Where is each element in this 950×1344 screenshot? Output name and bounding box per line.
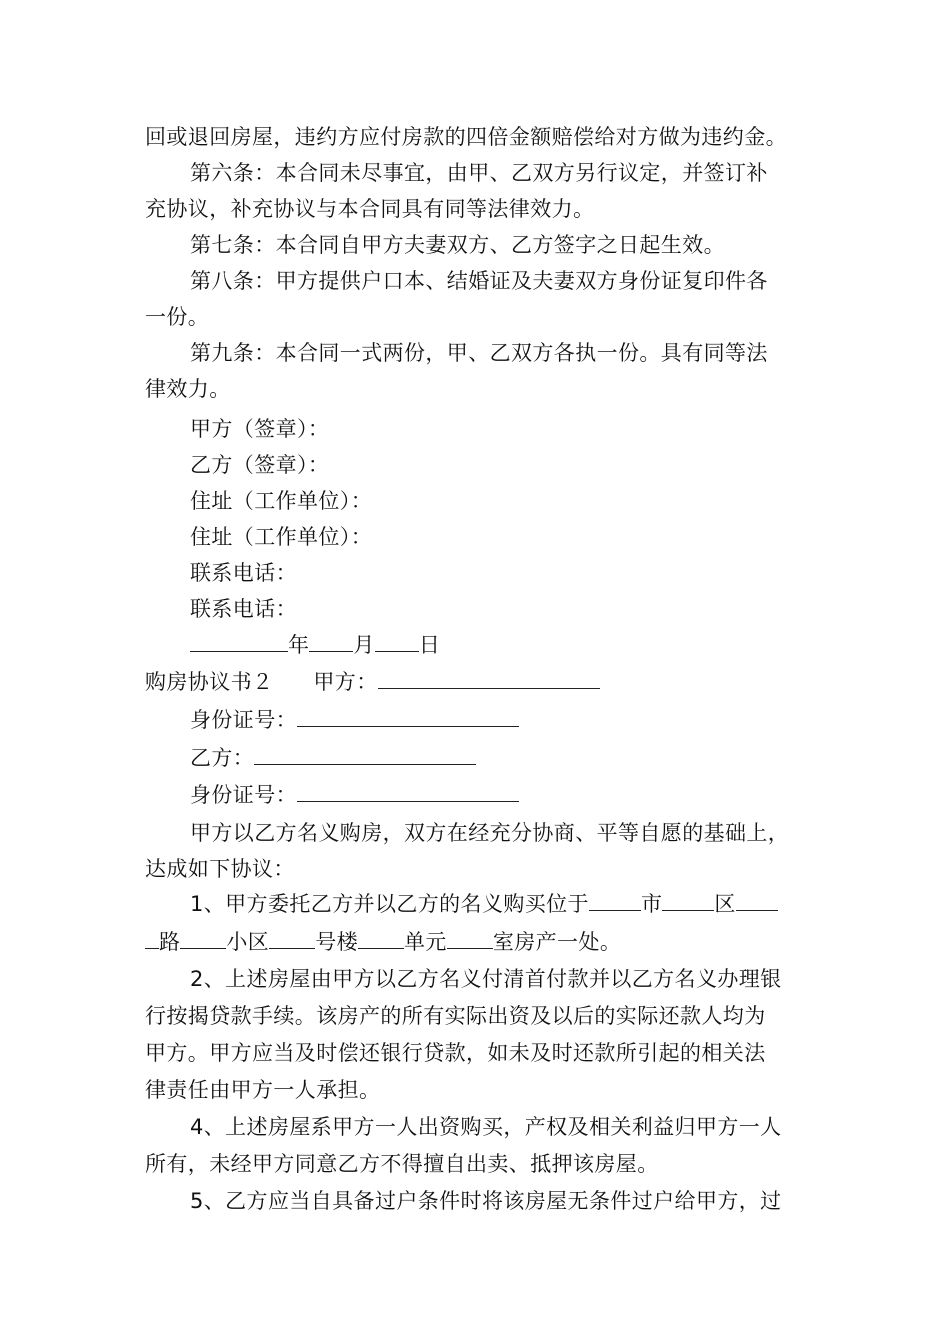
clause-2-line-1: 2、上述房屋由甲方以乙方名义付清首付款并以乙方名义办理银	[190, 967, 782, 991]
document-title: 购房协议书２	[145, 670, 274, 694]
article-9-line-2: 律效力。	[145, 377, 231, 401]
road-label: 路	[159, 930, 181, 954]
party-a-id-blank	[297, 702, 519, 727]
clause-2-line-4: 律责任由甲方一人承担。	[145, 1078, 381, 1102]
party-b-label: 乙方：	[190, 746, 255, 770]
phone-a: 联系电话：	[190, 561, 297, 585]
community-blank	[180, 924, 226, 949]
day-label: 日	[418, 633, 441, 657]
room-blank	[447, 924, 493, 949]
room-label: 室房产一处。	[492, 930, 622, 954]
clause-4-line-1: 4、上述房屋系甲方一人出资购买，产权及相关利益归甲方一人	[190, 1115, 782, 1139]
unit-blank	[358, 924, 404, 949]
clause-1-line-1	[190, 886, 778, 922]
id-label: 身份证号：	[190, 708, 297, 732]
day-blank	[375, 627, 419, 652]
city-label: 市	[640, 892, 663, 916]
article-8-line-2: 一份。	[145, 305, 210, 329]
unit-label: 单元	[404, 930, 447, 954]
clause-2-line-3: 甲方。甲方应当及时偿还银行贷款，如未及时还款所引起的相关法	[145, 1041, 766, 1065]
road-blank-part1	[736, 886, 778, 911]
party-a-id-line	[190, 702, 519, 738]
intro-line-2: 达成如下协议：	[145, 857, 295, 881]
text-line: 回或退回房屋，违约方应付房款的四倍金额赔偿给对方做为违约金。	[145, 125, 787, 149]
party-a-blank	[378, 664, 600, 689]
month-label: 月	[353, 633, 375, 657]
clause-2-line-2: 行按揭贷款手续。该房产的所有实际出资及以后的实际还款人均为	[145, 1004, 766, 1028]
intro-line-1: 甲方以乙方名义购房，双方在经充分协商、平等自愿的基础上，	[190, 821, 790, 845]
article-6-line-2: 充协议，补充协议与本合同具有同等法律效力。	[145, 197, 595, 221]
address-b: 住址（工作单位）：	[190, 525, 373, 549]
party-b-id-blank	[297, 777, 519, 802]
clause-1-line-2	[145, 924, 621, 960]
article-9-line-1: 第九条：本合同一式两份，甲、乙双方各执一份。具有同等法	[190, 341, 768, 365]
article-7: 第七条：本合同自甲方夫妻双方、乙方签字之日起生效。	[190, 233, 725, 257]
clause-4-line-2: 所有，未经甲方同意乙方不得擅自出卖、抵押该房屋。	[145, 1152, 659, 1176]
date-line	[190, 627, 440, 663]
road-blank-part2	[145, 924, 159, 949]
city-blank	[589, 886, 641, 911]
building-blank	[269, 924, 315, 949]
year-label: 年	[288, 633, 310, 657]
district-label: 区	[714, 892, 736, 916]
article-6-line-1: 第六条：本合同未尽事宜，由甲、乙双方另行议定，并签订补	[190, 161, 768, 185]
title-line	[145, 664, 600, 700]
address-a: 住址（工作单位）：	[190, 489, 373, 513]
party-a-label: 甲方：	[313, 670, 378, 694]
party-a-signature: 甲方（签章）：	[190, 417, 330, 441]
building-label: 号楼	[315, 930, 359, 954]
id-label: 身份证号：	[190, 783, 297, 807]
party-b-blank	[254, 740, 476, 765]
month-blank	[309, 627, 353, 652]
article-8-line-1: 第八条：甲方提供户口本、结婚证及夫妻双方身份证复印件各	[190, 269, 768, 293]
phone-b: 联系电话：	[190, 597, 297, 621]
party-b-id-line	[190, 777, 519, 813]
district-blank	[662, 886, 714, 911]
community-label: 小区	[226, 930, 270, 954]
clause-1-text: 1、甲方委托乙方并以乙方的名义购买位于	[190, 892, 589, 916]
party-b-signature: 乙方（签章）：	[190, 453, 330, 477]
clause-5-line-1: 5、乙方应当自具备过户条件时将该房屋无条件过户给甲方，过	[190, 1189, 782, 1213]
party-b-line	[190, 740, 476, 776]
year-blank	[190, 627, 288, 652]
